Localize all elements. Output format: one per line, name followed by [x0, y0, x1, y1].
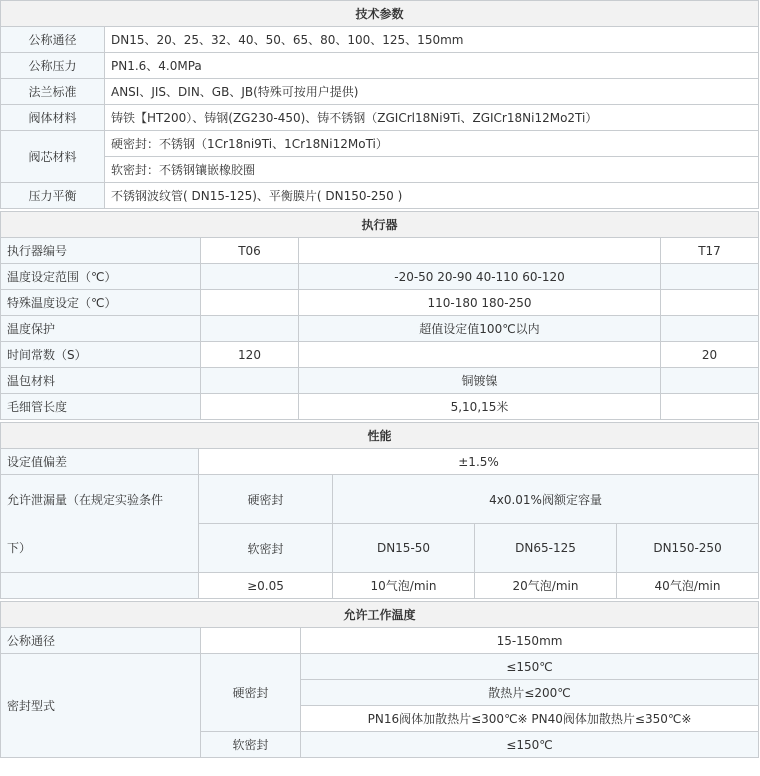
temp-range-a: [201, 264, 299, 290]
performance-header: 性能: [1, 423, 759, 449]
pressure-balance-label: 压力平衡: [1, 183, 105, 209]
leakage-dn-col1: DN15-50: [333, 524, 475, 573]
special-temp-label: 特殊温度设定（℃）: [1, 290, 201, 316]
time-constant-t06: 120: [201, 342, 299, 368]
working-temp-table: [0, 601, 759, 758]
temp-protection-c: [661, 316, 759, 342]
leakage-dn-col3: DN150-250: [617, 524, 759, 573]
wt-hard-seal-label: 硬密封: [201, 654, 301, 732]
wt-dn-blank: [201, 628, 301, 654]
capillary-length-label: 毛细管长度: [1, 394, 201, 420]
time-constant-t17: 20: [661, 342, 759, 368]
wt-dn-label: 公称通径: [1, 628, 201, 654]
seal-type-label: 密封型式: [1, 654, 201, 758]
pressure-balance-value: 不锈钢波纹管( DN15-125)、平衡膜片( DN150-250 ): [105, 183, 759, 209]
bulb-material-label: 温包材料: [1, 368, 201, 394]
temp-range-c: [661, 264, 759, 290]
actuator-number-mid: [299, 238, 661, 264]
setpoint-deviation-value: ±1.5%: [199, 449, 759, 475]
capillary-length-value: 5,10,15米: [299, 394, 661, 420]
special-temp-a: [201, 290, 299, 316]
time-constant-mid: [299, 342, 661, 368]
temp-protection-value: 超值设定值100℃以内: [299, 316, 661, 342]
wt-hard-value-3: PN16阀体加散热片≤300℃※ PN40阀体加散热片≤350℃※: [301, 706, 759, 732]
leakage-value-col1: 10气泡/min: [333, 573, 475, 599]
nominal-pressure-label: 公称压力: [1, 53, 105, 79]
time-constant-label: 时间常数（S）: [1, 342, 201, 368]
wt-hard-value-1: ≤150℃: [301, 654, 759, 680]
temp-range-value: -20-50 20-90 40-110 60-120: [299, 264, 661, 290]
wt-dn-value: 15-150mm: [301, 628, 759, 654]
nominal-pressure-value: PN1.6、4.0MPa: [105, 53, 759, 79]
wt-hard-value-2: 散热片≤200℃: [301, 680, 759, 706]
core-material-hard-value: 硬密封：不锈钢（1Cr18ni9Ti、1Cr18Ni12MoTi）: [105, 131, 759, 157]
tech-params-header: 技术参数: [1, 1, 759, 27]
wt-soft-value: ≤150℃: [301, 732, 759, 758]
leakage-label-line2: 下）: [1, 524, 199, 573]
temp-range-label: 温度设定范围（℃）: [1, 264, 201, 290]
special-temp-value: 110-180 180-250: [299, 290, 661, 316]
flange-standard-label: 法兰标准: [1, 79, 105, 105]
bulb-material-a: [201, 368, 299, 394]
leakage-value-col3: 40气泡/min: [617, 573, 759, 599]
actuator-number-t17: T17: [661, 238, 759, 264]
capillary-length-a: [201, 394, 299, 420]
nominal-diameter-label: 公称通径: [1, 27, 105, 53]
actuator-table: [0, 211, 759, 420]
wt-soft-seal-label: 软密封: [201, 732, 301, 758]
body-material-value: 铸铁【HT200）、铸钢(ZG230-450)、铸不锈钢（ZGICrl18Ni9Ti、ZGICr18Ni12Mo2Ti）: [105, 105, 759, 131]
actuator-number-label: 执行器编号: [1, 238, 201, 264]
setpoint-deviation-label: 设定值偏差: [1, 449, 199, 475]
bulb-material-value: 铜镀镍: [299, 368, 661, 394]
leakage-soft-label: 软密封: [199, 524, 333, 573]
actuator-header: 执行器: [1, 212, 759, 238]
temp-protection-a: [201, 316, 299, 342]
body-material-label: 阀体材料: [1, 105, 105, 131]
special-temp-c: [661, 290, 759, 316]
leakage-blank-cell: [1, 573, 199, 599]
core-material-label: 阀芯材料: [1, 131, 105, 183]
performance-table: [0, 422, 759, 599]
leakage-dn-col2: DN65-125: [475, 524, 617, 573]
nominal-diameter-value: DN15、20、25、32、40、50、65、80、100、125、150mm: [105, 27, 759, 53]
leakage-label-line1: 允许泄漏量（在规定实验条件: [1, 475, 199, 524]
leakage-hard-label: 硬密封: [199, 475, 333, 524]
core-material-soft-value: 软密封：不锈钢镶嵌橡胶圈: [105, 157, 759, 183]
temp-protection-label: 温度保护: [1, 316, 201, 342]
capillary-length-c: [661, 394, 759, 420]
leakage-hard-value: 4x0.01%阀额定容量: [333, 475, 759, 524]
working-temp-header: 允许工作温度: [1, 602, 759, 628]
bulb-material-c: [661, 368, 759, 394]
actuator-number-t06: T06: [201, 238, 299, 264]
leakage-soft-value: ≥0.05: [199, 573, 333, 599]
flange-standard-value: ANSI、JIS、DIN、GB、JB(特殊可按用户提供): [105, 79, 759, 105]
tech-params-table: [0, 0, 759, 209]
leakage-value-col2: 20气泡/min: [475, 573, 617, 599]
